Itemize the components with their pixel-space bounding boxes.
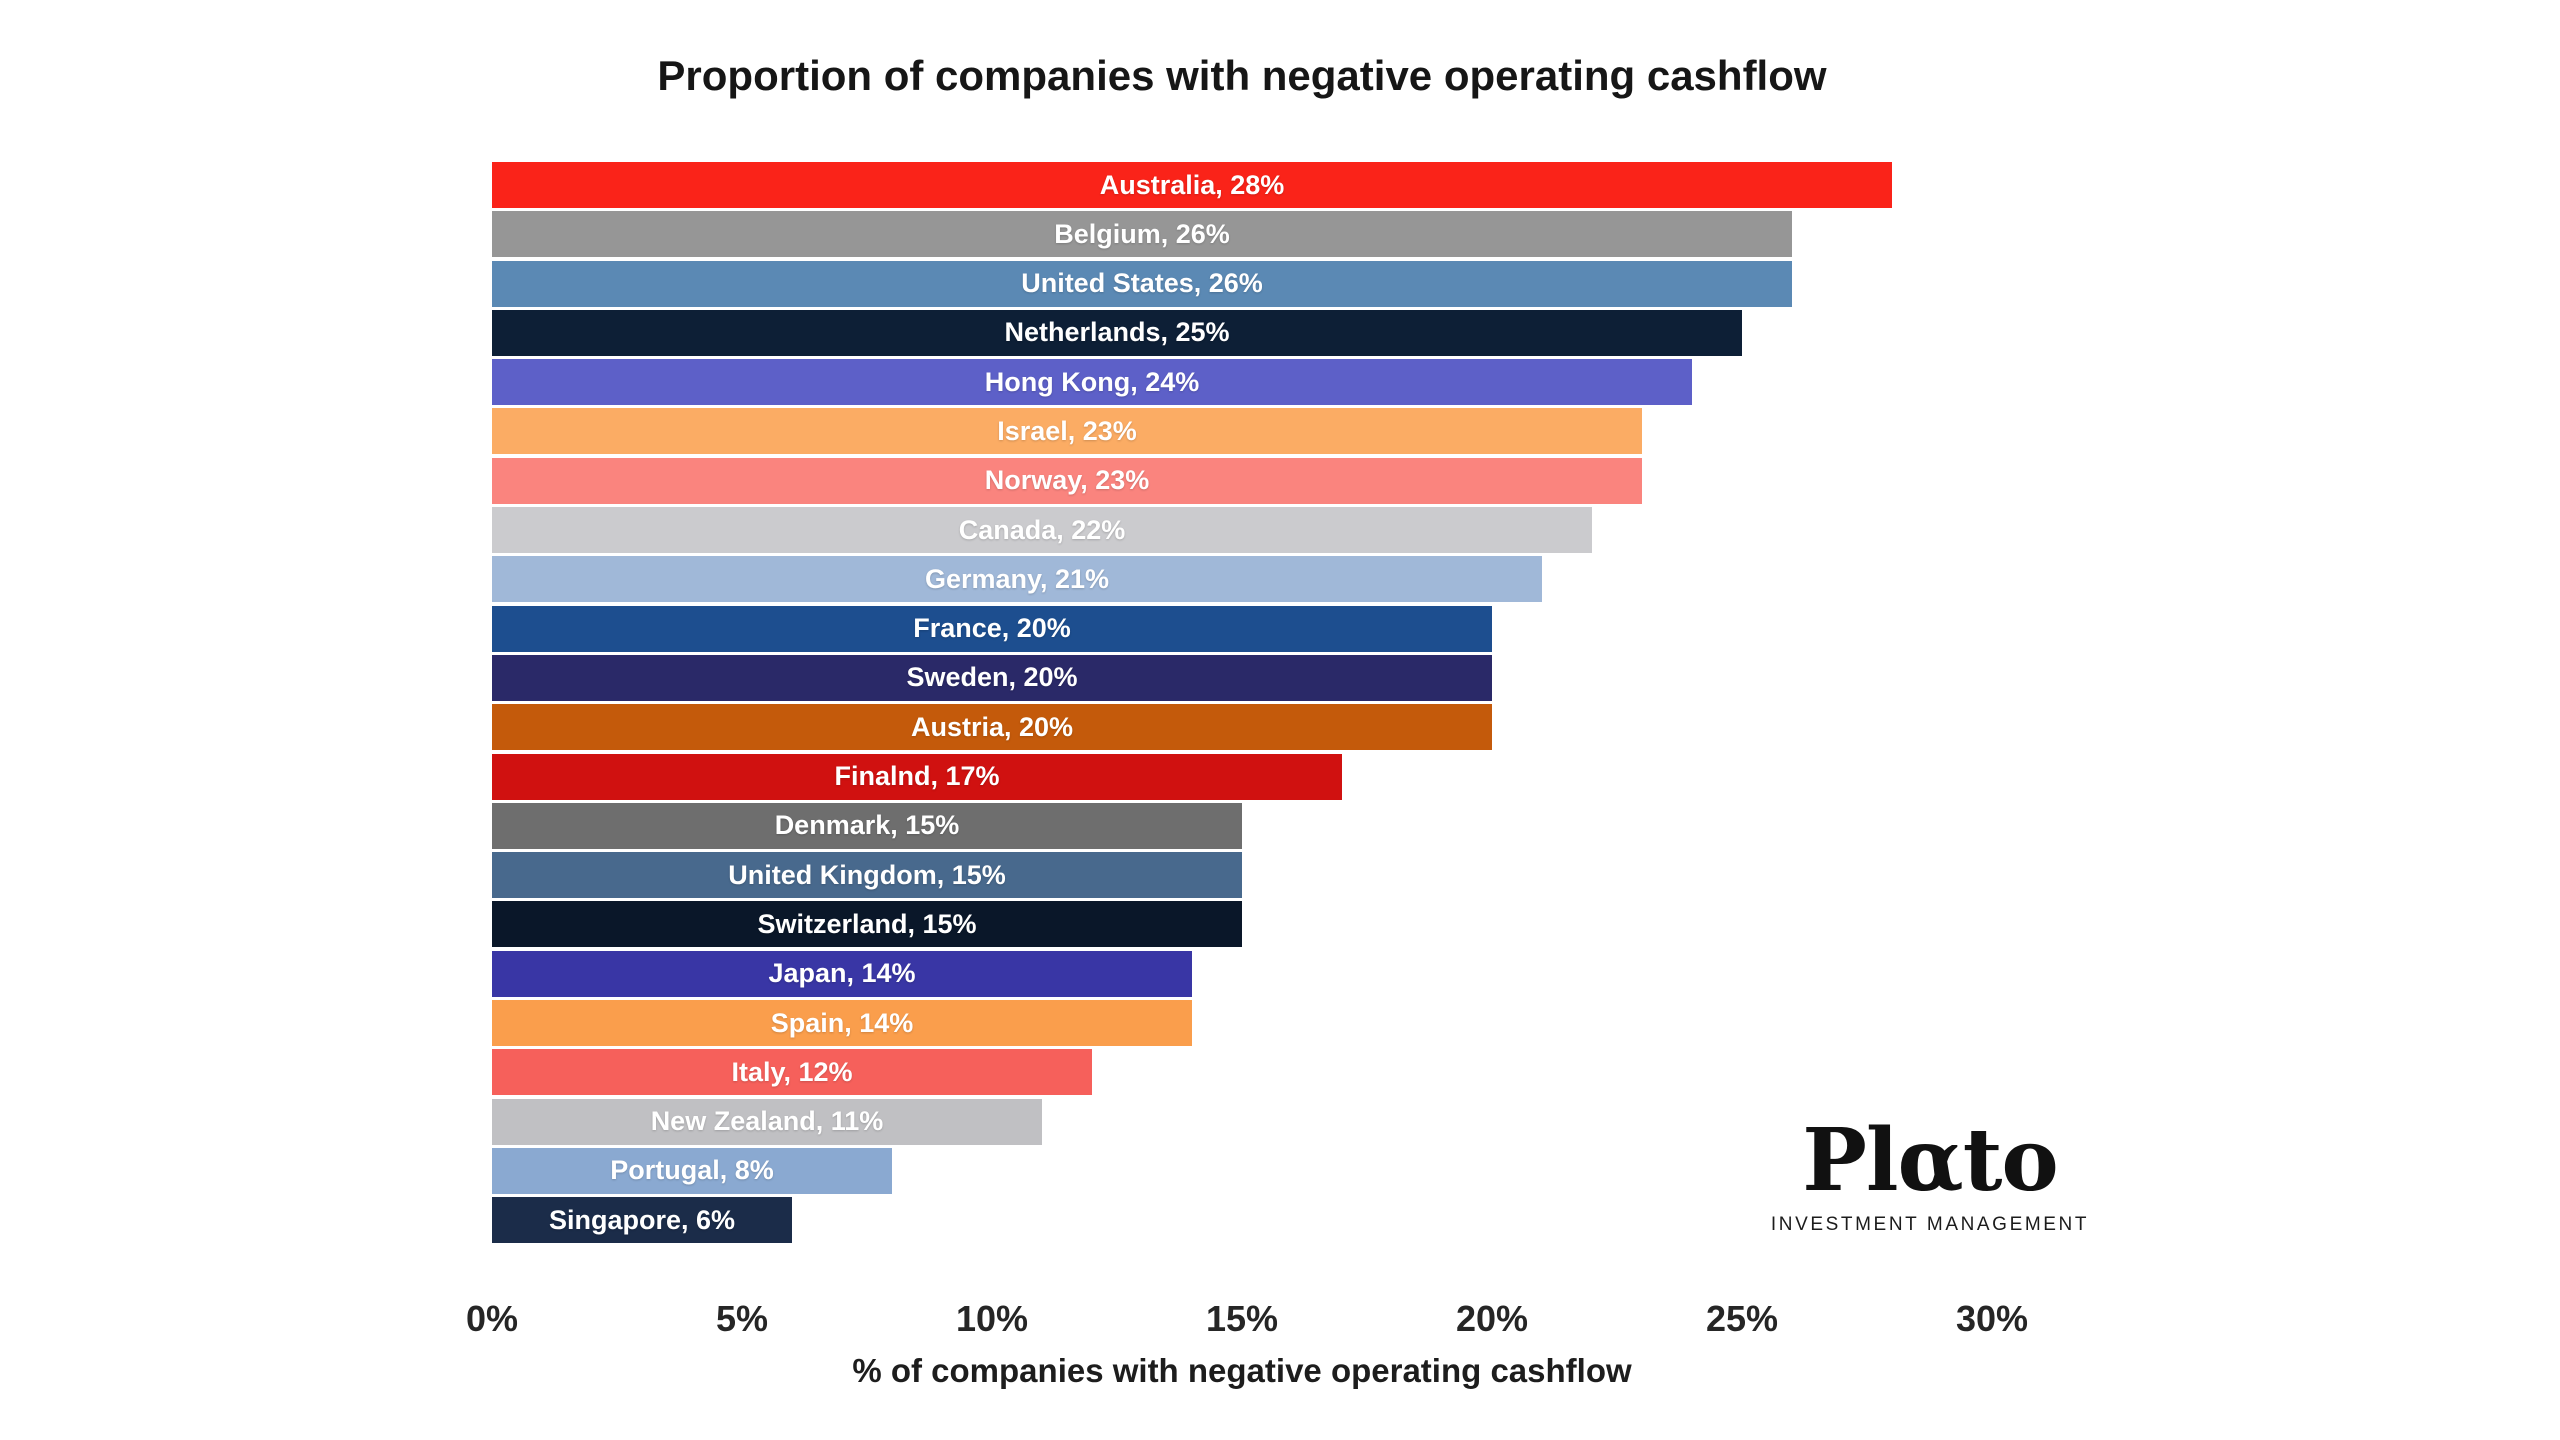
bar-label: Norway, 23% xyxy=(984,465,1150,496)
bar-row xyxy=(492,852,1992,898)
bar-row xyxy=(492,162,1992,208)
bar-hong-kong xyxy=(492,359,1692,405)
bar-austria xyxy=(492,704,1492,750)
bar-label: Portugal, 8% xyxy=(610,1155,774,1186)
bar-row xyxy=(492,359,1992,405)
bar-france xyxy=(492,606,1492,652)
bar-row xyxy=(492,704,1992,750)
bar-row xyxy=(492,211,1992,257)
bar-row xyxy=(492,901,1992,947)
bar-row xyxy=(492,408,1992,454)
bar-new-zealand xyxy=(492,1099,1042,1145)
bar-label: Austria, 20% xyxy=(910,711,1074,742)
bar-label: Singapore, 6% xyxy=(548,1204,736,1235)
bar-united-kingdom xyxy=(492,852,1242,898)
bar-netherlands xyxy=(492,310,1742,356)
bar-singapore xyxy=(492,1197,792,1243)
bar-israel xyxy=(492,408,1642,454)
bar-row xyxy=(492,1000,1992,1046)
bar-row xyxy=(492,310,1992,356)
bar-label: Canada, 22% xyxy=(958,514,1126,545)
x-tick-label: 30% xyxy=(1955,1298,2029,1339)
bar-united-states xyxy=(492,261,1792,307)
chart-title: Proportion of companies with negative operating cashflow xyxy=(657,52,1827,99)
bar-japan xyxy=(492,951,1192,997)
bar-germany xyxy=(492,556,1542,602)
bar-switzerland xyxy=(492,901,1242,947)
bar-label: United Kingdom, 15% xyxy=(728,859,1006,890)
x-tick-label: 15% xyxy=(1205,1298,1279,1339)
x-tick-label: 25% xyxy=(1705,1298,1779,1339)
bar-label: Denmark, 15% xyxy=(774,810,960,841)
bar-row xyxy=(492,606,1992,652)
bar-row xyxy=(492,951,1992,997)
bar-row xyxy=(492,754,1992,800)
bar-label: Israel, 23% xyxy=(997,415,1137,446)
bar-chart-plot-area xyxy=(492,162,1992,1247)
bar-row xyxy=(492,458,1992,504)
bar-label: France, 20% xyxy=(913,613,1071,644)
bar-row xyxy=(492,556,1992,602)
bar-label: Australia, 28% xyxy=(1099,169,1285,200)
bar-label: Switzerland, 15% xyxy=(757,908,977,939)
plato-logo xyxy=(1760,1110,2100,1236)
bar-row xyxy=(492,261,1992,307)
bar-canada xyxy=(492,507,1592,553)
x-axis xyxy=(465,1298,2029,1342)
bar-label: Belgium, 26% xyxy=(1054,218,1230,249)
bar-label: Japan, 14% xyxy=(768,958,916,989)
bar-label: Spain, 14% xyxy=(770,1007,914,1038)
bar-label: Italy, 12% xyxy=(731,1056,853,1087)
bar-belgium xyxy=(492,211,1792,257)
bar-label: Netherlands, 25% xyxy=(1004,317,1230,348)
bar-portugal xyxy=(492,1148,892,1194)
plato-logo-subtitle: INVESTMENT MANAGEMENT xyxy=(1770,1214,2090,1235)
x-tick-label: 20% xyxy=(1455,1298,1529,1339)
x-tick-label: 10% xyxy=(955,1298,1029,1339)
bar-label: Hong Kong, 24% xyxy=(984,366,1200,397)
x-tick-label: 5% xyxy=(715,1298,769,1339)
bar-label: New Zealand, 11% xyxy=(650,1106,884,1137)
bar-row xyxy=(492,803,1992,849)
bar-row xyxy=(492,507,1992,553)
bar-label: Finalnd, 17% xyxy=(834,761,1000,792)
bar-denmark xyxy=(492,803,1242,849)
bar-italy xyxy=(492,1049,1092,1095)
bar-finalnd xyxy=(492,754,1342,800)
bar-label: United States, 26% xyxy=(1021,268,1263,299)
bar-row xyxy=(492,655,1992,701)
bar-spain xyxy=(492,1000,1192,1046)
bar-row xyxy=(492,1049,1992,1095)
bar-sweden xyxy=(492,655,1492,701)
bar-label: Germany, 21% xyxy=(924,563,1110,594)
x-tick-label: 0% xyxy=(465,1298,519,1339)
bar-label: Sweden, 20% xyxy=(906,662,1078,693)
bar-australia xyxy=(492,162,1892,208)
plato-logo-wordmark: Plαto xyxy=(1802,1110,2058,1211)
bar-norway xyxy=(492,458,1642,504)
x-axis-title: % of companies with negative operating cashflow xyxy=(852,1352,1632,1389)
